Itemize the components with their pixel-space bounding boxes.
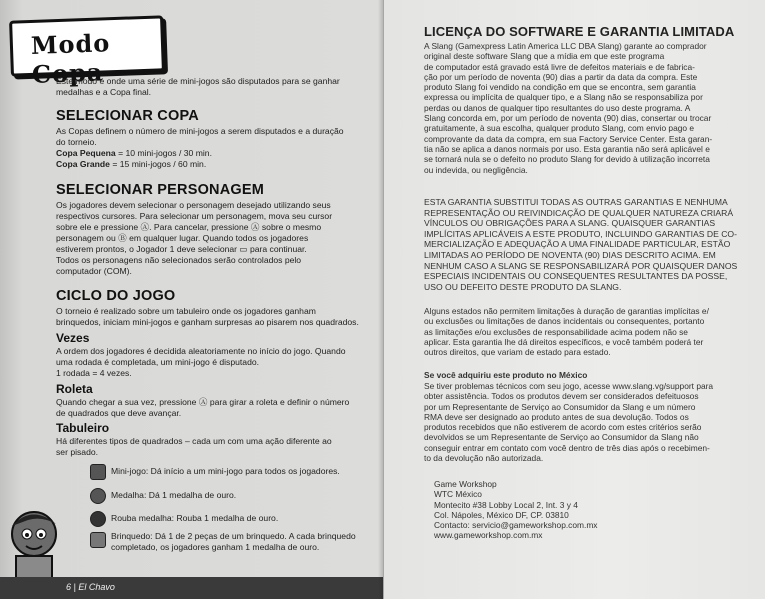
text-line: ser pisado.	[56, 447, 99, 457]
steal-medal-square-icon	[90, 511, 106, 527]
heading-board: Tabuleiro	[56, 421, 110, 435]
text-line: As Copas definem o número de mini-jogos a serem disputados e a duração	[56, 126, 344, 136]
contact-website: www.gameworkshop.com.mx	[434, 530, 543, 541]
text-line: tia não se aplica a danos normais por uso. Esta garantia não será aplicável e	[424, 143, 710, 154]
mexico-paragraph	[424, 381, 759, 463]
text-line: outros direitos, que variam de estado para estado.	[424, 347, 611, 358]
text-line: respectivos cursores. Para selecionar um personagem, mova seu cursor	[56, 211, 333, 221]
text-line: original deste software Slang que a mídia em que este programa	[424, 51, 665, 62]
text-line: do torneio.	[56, 137, 97, 147]
heading-turns: Vezes	[56, 331, 90, 345]
cup-small-value: = 10 mini-jogos / 30 min.	[115, 148, 212, 158]
square-minigame-text: Mini-jogo: Dá início a um mini-jogo para todos os jogadores.	[111, 466, 340, 476]
text-line: Alguns estados não permitem limitações à duração de garantias implícitas e/	[424, 306, 709, 316]
mexico-heading: Se você adquiriu este produto no México	[424, 370, 588, 380]
text-line: Há diferentes tipos de quadrados – cada um com uma ação diferente ao	[56, 436, 332, 446]
text-line: personagem ou Ⓑ em qualquer lugar. Quando todos os jogadores	[56, 233, 309, 243]
text-line: completado, os jogadores ganham 1 medalha de ouro.	[111, 542, 320, 552]
mode-title: Modo Copa	[30, 28, 111, 89]
right-page	[384, 0, 765, 599]
text-line: perdas ou danos de qualquer tipo resultantes do uso deste programa. A	[424, 102, 691, 113]
text-line: se tornará nula se o defeito no produto Slang for devido à utilização incorreta	[424, 154, 710, 165]
roulette-text	[56, 397, 376, 419]
heading-select-cup: SELECIONAR COPA	[56, 108, 199, 124]
minigame-square-icon	[90, 464, 106, 480]
select-character-text	[56, 200, 376, 277]
heading-select-character: SELECIONAR PERSONAGEM	[56, 182, 265, 198]
turns-text	[56, 346, 376, 379]
text-line: aplicar. Esta garantia lhe dá direitos específicos, e você também poderá ter	[424, 336, 704, 347]
cup-large-label: Copa Grande	[56, 159, 110, 169]
text-line: por um Representante de Serviço ao Consumidor da Slang e um número	[424, 401, 696, 412]
cup-large-value: = 15 mini-jogos / 60 min.	[109, 159, 207, 169]
medal-square-icon	[90, 488, 106, 504]
text-line: obter assistência. Todos os produtos devem ser considerados defeituosos	[424, 391, 699, 402]
heading-game-cycle: CICLO DO JOGO	[56, 288, 176, 304]
text-line: Slang concorda em, por um período de noventa (90) dias, consertar ou trocar	[424, 113, 712, 124]
text-line: O torneio é realizado sobre um tabuleiro onde os jogadores ganham	[56, 306, 316, 316]
text-line: estiverem prontos, o Jogador 1 deve selecionar ▭ para continuar.	[56, 244, 307, 254]
game-cycle-text	[56, 306, 376, 328]
license-paragraph-3	[424, 306, 759, 357]
text-line: ESTA GARANTIA SUBSTITUI TODAS AS OUTRAS GARANTIAS E NENHUMA	[424, 197, 728, 207]
intro-text	[56, 76, 376, 98]
text-line: produto Slang foi vendido na condição em que se encontra, sem garantia	[424, 82, 696, 93]
cup-large-line	[56, 159, 376, 170]
mode-title-badge	[9, 15, 165, 89]
cup-small-line	[56, 148, 376, 159]
text-line: Col. Nápoles, México DF, CP. 03810	[434, 509, 569, 520]
text-line: gratuitamente, à sua escolha, qualquer produto Slang, com envio pago e	[424, 123, 695, 134]
license-paragraph-2	[424, 197, 759, 292]
text-line: REPRESENTAÇÃO OU REIVINDICAÇÃO DE QUALQUER NATUREZA CRIARÁ	[424, 207, 734, 218]
text-line: to da devolução não autorizada.	[424, 453, 544, 464]
text-line: Se tiver problemas técnicos com seu jogo, acesse www.slang.vg/support para	[424, 381, 714, 391]
text-line: expressa ou implícita de qualquer tipo, e a Slang não se responsabiliza por	[424, 92, 703, 103]
text-line: Brinquedo: Dá 1 de 2 peças de um brinquedo. A cada brinquedo	[111, 531, 356, 541]
text-line: devolvidos se um Representante de Serviço ao Consumidor da Slang não	[424, 432, 699, 443]
text-line: ESPECIAIS INCIDENTAIS OU CONSEQUENTES RESULTANTES DA POSSE,	[424, 271, 728, 282]
text-line: comprovante da data da compra, em sua Factory Service Center. Esta garan-	[424, 133, 713, 144]
text-line: de computador está gravado está livre de defeitos materiais e de fabrica-	[424, 61, 695, 72]
square-toy-text	[111, 531, 356, 553]
text-line: A Slang (Gamexpress Latin America LLC DBA Slang) garante ao comprador	[424, 41, 707, 51]
text-line: A ordem dos jogadores é decidida aleatoriamente no início do jogo. Quando	[56, 346, 346, 356]
text-line: VÍNCULOS OU OBRIGAÇÕES PARA A SLANG. QUAISQUER GARANTIAS	[424, 218, 716, 229]
text-line: sobre ele e pressione Ⓐ. Para cancelar, pressione Ⓐ sobre o mesmo	[56, 222, 322, 232]
select-cup-text	[56, 126, 376, 170]
board-text	[56, 436, 376, 458]
text-line: as limitações e/ou exclusões de responsabilidade acima podem não se	[424, 326, 688, 337]
square-medal-text: Medalha: Dá 1 medalha de ouro.	[111, 490, 237, 500]
text-line: IMPLÍCITAS APLICÁVEIS A ESTE PRODUTO, INCLUINDO GARANTIAS DE CO-	[424, 228, 737, 239]
text-line: Quando chegar a sua vez, pressione Ⓐ para girar a roleta e definir o número	[56, 397, 350, 407]
text-line: conseguir entrar em contato com você dentro de três dias após o recebimen-	[424, 442, 710, 453]
text-line: Os jogadores devem selecionar o personagem desejado utilizando seus	[56, 200, 331, 210]
text-line: uma rodada é completada, um mini-jogo é disputado.	[56, 357, 260, 367]
page-footer-bar	[0, 577, 383, 599]
character-illustration	[2, 500, 62, 580]
license-paragraph-1	[424, 41, 759, 175]
heading-roulette: Roleta	[56, 382, 93, 396]
text-line: ou exclusões ou limitações de danos incidentais ou consequentes, portanto	[424, 316, 705, 327]
text-line: produtos recebidos que não estiverem de acordo com estes critérios serão	[424, 422, 702, 433]
intro-line: Este modo é onde uma série de mini-jogos são disputados para se ganhar	[56, 76, 340, 86]
text-line: USO OU DEFEITO DESTE PRODUTO DA SLANG.	[424, 281, 622, 292]
text-line: ção por um período de noventa (90) dias a partir da data da compra. Este	[424, 71, 698, 82]
text-line: de quadrados que deve avançar.	[56, 408, 182, 418]
license-title: LICENÇA DO SOFTWARE E GARANTIA LIMITADA	[424, 24, 735, 39]
text-line: MERCIALIZAÇÃO E ADEQUAÇÃO A UMA FINALIDADE PARTICULAR, ESTÃO	[424, 239, 731, 250]
square-steal-text: Rouba medalha: Rouba 1 medalha de ouro.	[111, 513, 279, 523]
text-line: computador (COM).	[56, 266, 132, 276]
text-line: LIMITADAS AO PERÍODO DE NOVENTA (90) DIAS DESCRITO ACIMA. EM	[424, 249, 716, 260]
page-footer: 6 | El Chavo	[66, 582, 115, 592]
text-line: Montecito #38 Lobby Local 2, Int. 3 y 4	[434, 499, 578, 510]
text-line: ou indevida, ou negligência.	[424, 164, 528, 175]
text-line: Game Workshop	[434, 479, 497, 489]
text-line: WTC México	[434, 489, 482, 500]
toy-square-icon	[90, 532, 106, 548]
cup-small-label: Copa Pequena	[56, 148, 116, 158]
intro-line: medalhas e a Copa final.	[56, 87, 152, 97]
text-line: 1 rodada = 4 vezes.	[56, 368, 132, 378]
text-line: RMA deve ser designado ao produto antes de sua devolução. Todos os	[424, 411, 689, 422]
text-line: NENHUM CASO A SLANG SE RESPONSABILIZARÁ POR QUAISQUER DANOS	[424, 260, 738, 271]
text-line: Todos os personagens não selecionados serão controlados pelo	[56, 255, 302, 265]
text-line: brinquedos, iniciam mini-jogos e ganham surpresas ao pisarem nos quadrados.	[56, 317, 359, 327]
contact-address	[434, 479, 754, 541]
contact-email: Contacto: servicio@gameworkshop.com.mx	[434, 520, 598, 531]
